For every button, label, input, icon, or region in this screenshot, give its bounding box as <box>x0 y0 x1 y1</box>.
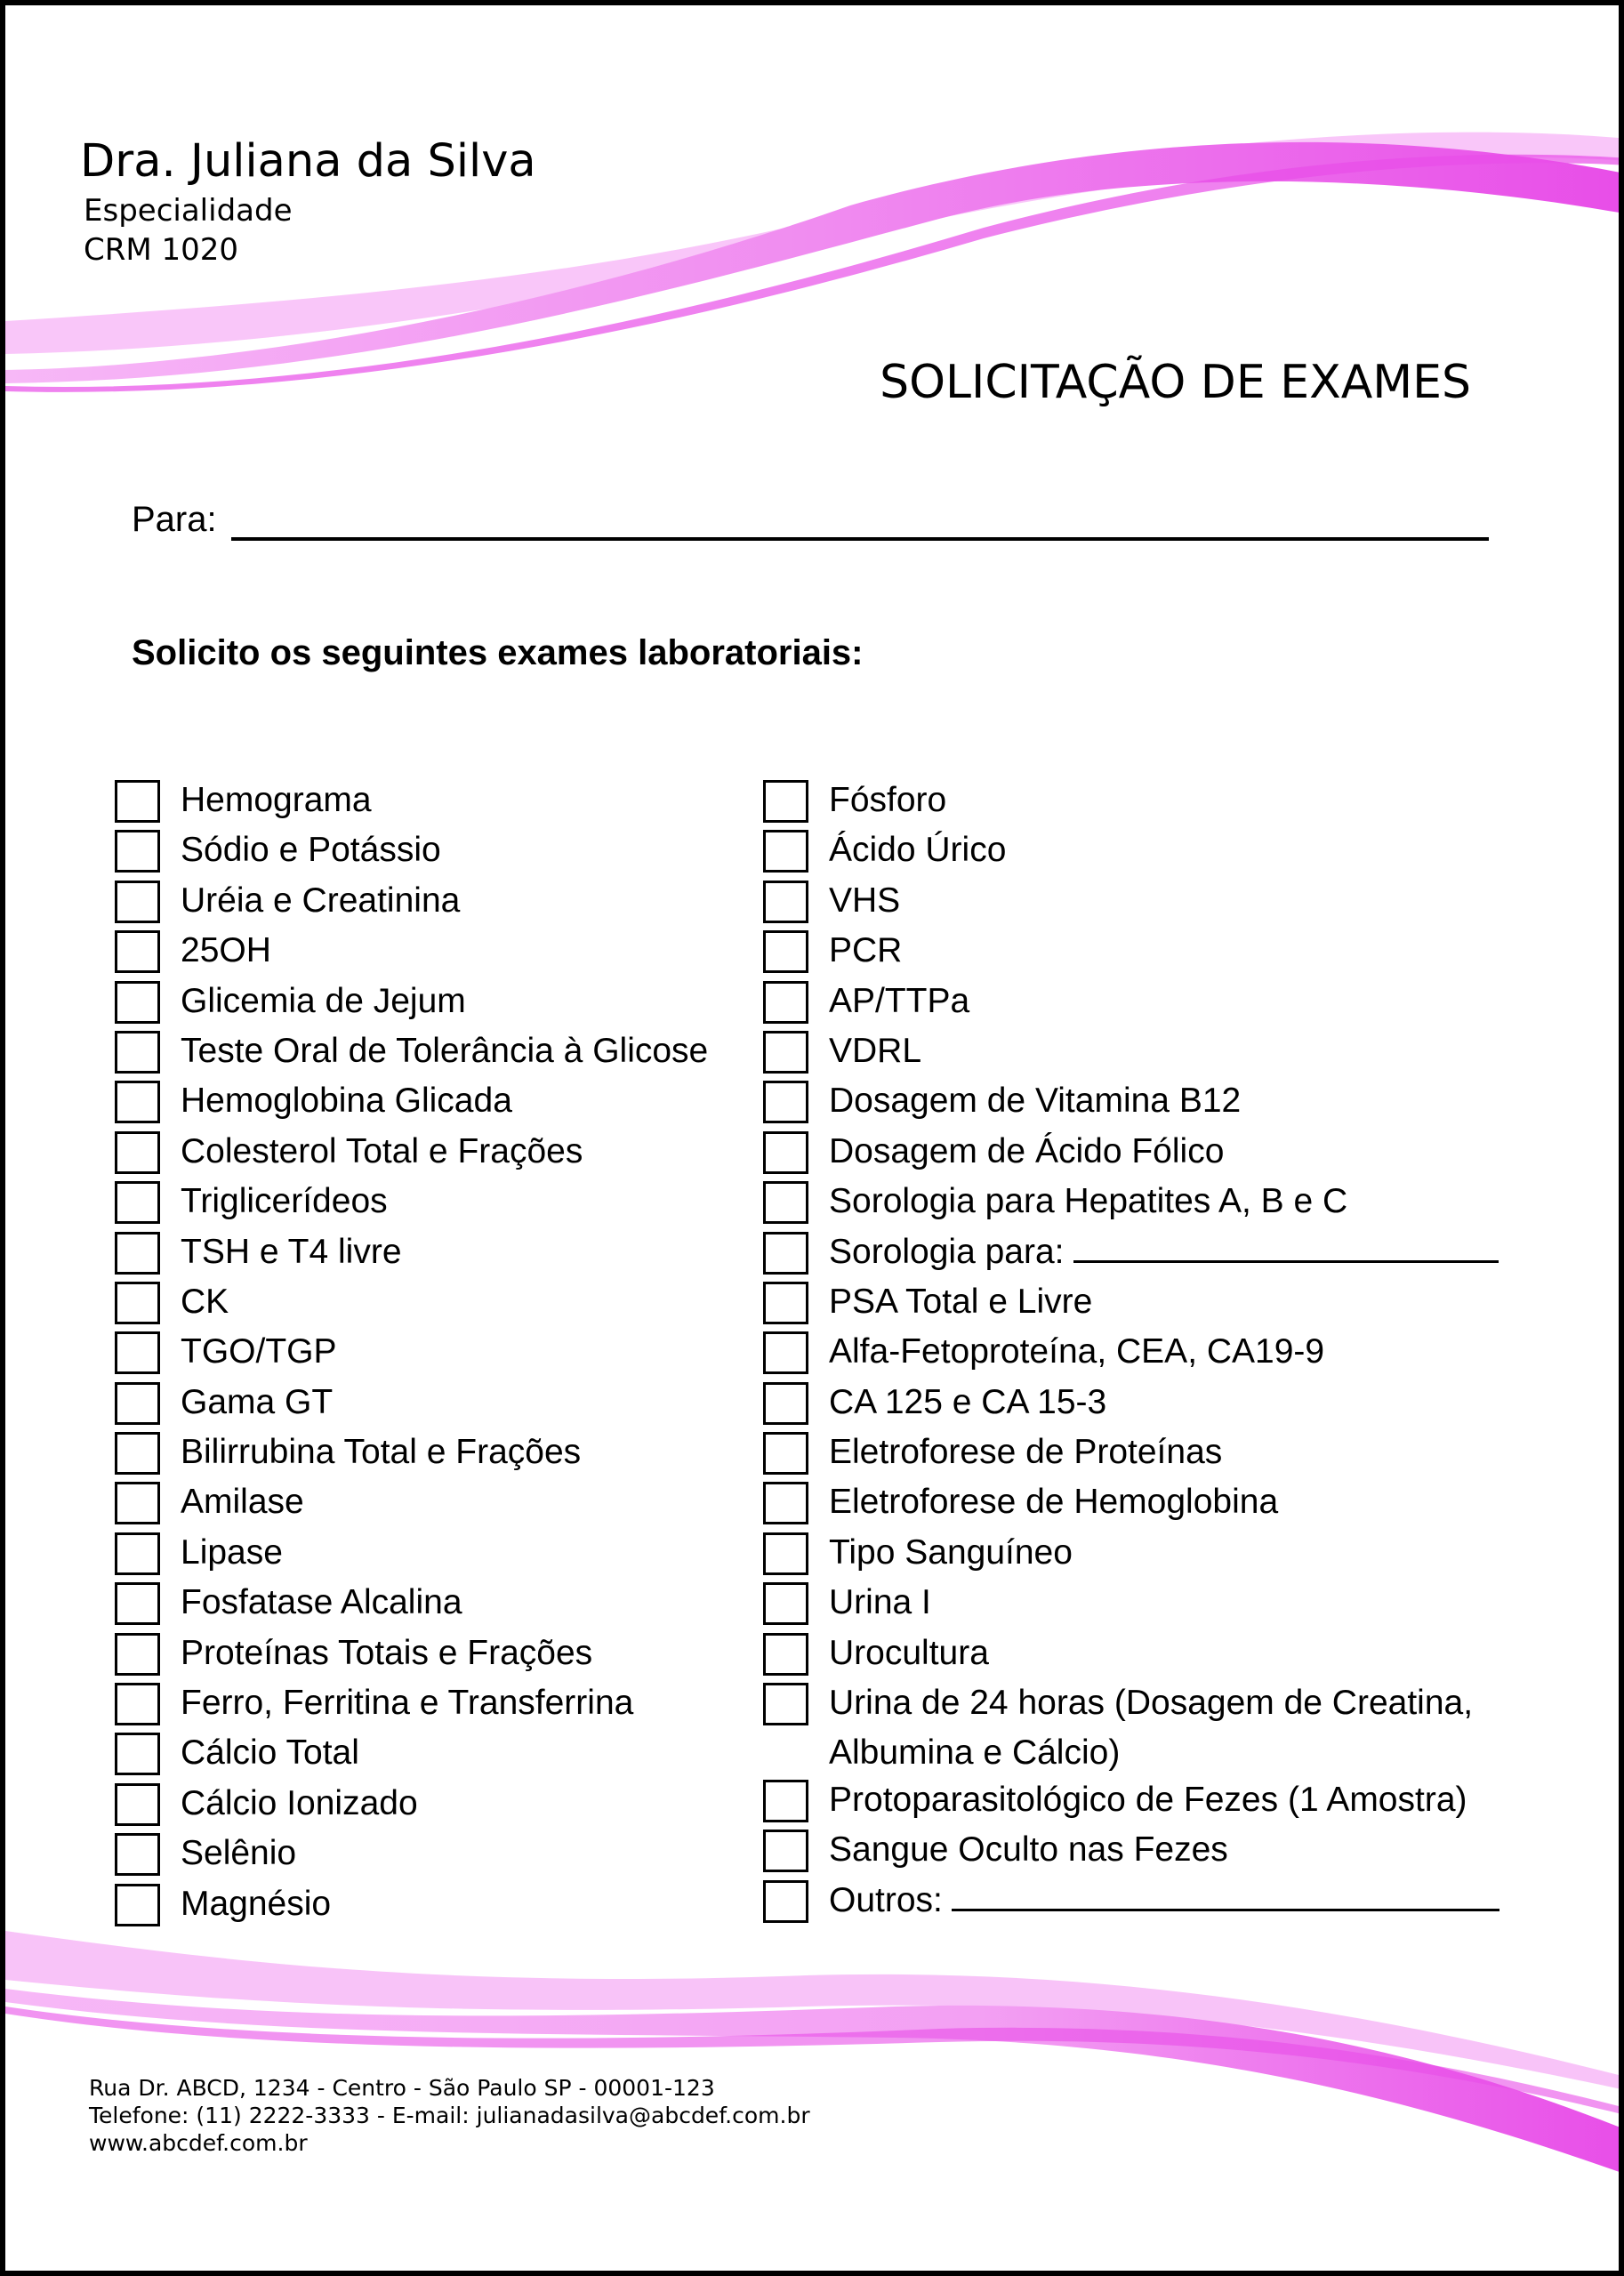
exam-checkbox[interactable] <box>763 1181 808 1224</box>
exam-label-text: Outros: <box>829 1880 943 1919</box>
exam-checkbox[interactable] <box>115 1331 160 1374</box>
exam-label <box>829 1378 1106 1428</box>
exam-item <box>763 1431 1499 1481</box>
exam-item <box>115 1732 708 1781</box>
exam-label-text: VHS <box>829 881 901 920</box>
exam-checkbox[interactable] <box>763 830 808 873</box>
exam-label-text: Alfa-Fetoproteína, CEA, CA19-9 <box>829 1332 1325 1371</box>
exam-checkbox[interactable] <box>763 981 808 1024</box>
exam-checkbox[interactable] <box>115 1382 160 1425</box>
exam-checkbox[interactable] <box>763 930 808 973</box>
exam-item <box>115 1682 708 1732</box>
exam-label <box>181 1227 402 1277</box>
exam-checkbox[interactable] <box>763 1780 808 1822</box>
exam-label-text: CA 125 e CA 15-3 <box>829 1382 1107 1421</box>
exam-label <box>181 1578 462 1628</box>
footer-contact <box>89 2074 810 2157</box>
exam-label-text: Hemograma <box>181 781 372 819</box>
exam-item <box>763 1331 1499 1380</box>
exam-label-text: Glicemia de Jejum <box>181 981 466 1020</box>
exam-checkbox[interactable] <box>763 1880 808 1923</box>
exam-checkbox[interactable] <box>763 1683 808 1725</box>
exam-label <box>829 1678 1473 1779</box>
exam-checkbox[interactable] <box>763 1532 808 1575</box>
exam-label <box>181 1728 359 1778</box>
exam-checkbox[interactable] <box>115 1532 160 1575</box>
exam-label-text: Urocultura <box>829 1633 989 1672</box>
request-heading: Solicito os seguintes exames laboratoriais: <box>132 633 864 672</box>
recipient-label: Para: <box>132 500 217 539</box>
exam-label <box>181 1076 512 1126</box>
exam-label-text: Amilase <box>181 1483 304 1522</box>
exam-checkbox[interactable] <box>763 1633 808 1676</box>
footer-phone-email: Telefone: (11) 2222-3333 - E-mail: julianadasilva@abcdef.com.br <box>89 2103 810 2128</box>
exam-label <box>181 1277 229 1327</box>
exam-label-text: Bilirrubina Total e Frações <box>181 1433 582 1472</box>
exam-label <box>181 1127 583 1177</box>
exam-checkbox[interactable] <box>115 830 160 873</box>
exam-label <box>181 1378 333 1428</box>
exam-item <box>763 1281 1499 1331</box>
exam-label-text: Teste Oral de Tolerância à Glicose <box>181 1031 709 1070</box>
exam-item <box>115 1782 708 1832</box>
exam-item <box>115 1532 708 1581</box>
exam-item <box>115 1130 708 1180</box>
exam-item <box>763 1381 1499 1431</box>
exam-checkbox[interactable] <box>115 1482 160 1524</box>
exam-label-text: Selênio <box>181 1834 297 1873</box>
exam-item <box>115 1632 708 1682</box>
exam-label-text: Dosagem de Ácido Fólico <box>829 1131 1225 1170</box>
exam-item <box>763 880 1499 929</box>
exam-item <box>115 1180 708 1230</box>
exam-item <box>115 880 708 929</box>
exam-checkbox[interactable] <box>115 1633 160 1676</box>
exam-list-left <box>115 779 708 1933</box>
exam-item <box>115 980 708 1030</box>
exam-list-right <box>763 779 1499 1929</box>
exam-item <box>115 1381 708 1431</box>
exam-item <box>115 779 708 829</box>
exam-checkbox[interactable] <box>763 1031 808 1074</box>
exam-label-text: Sangue Oculto nas Fezes <box>829 1830 1228 1870</box>
exam-label <box>829 825 1006 875</box>
footer-address: Rua Dr. ABCD, 1234 - Centro - São Paulo SP - 00001-123 <box>89 2075 715 2101</box>
exam-item <box>115 829 708 879</box>
exam-item <box>763 1779 1499 1829</box>
exam-checkbox[interactable] <box>763 1331 808 1374</box>
exam-label <box>181 1629 592 1678</box>
exam-item <box>763 1532 1499 1581</box>
exam-label-text: Colesterol Total e Frações <box>181 1131 583 1170</box>
exam-label-text: Protoparasitológico de Fezes (1 Amostra) <box>829 1780 1467 1819</box>
exam-item <box>115 1030 708 1080</box>
exam-item <box>763 1080 1499 1130</box>
exam-label <box>181 1477 304 1527</box>
exam-item <box>763 1682 1499 1779</box>
exam-item <box>763 829 1499 879</box>
exam-label <box>181 1428 581 1477</box>
exam-label <box>829 1629 989 1678</box>
exam-label-text: PSA Total e Livre <box>829 1282 1093 1321</box>
recipient-field[interactable] <box>231 537 1489 541</box>
exam-label-text: Proteínas Totais e Frações <box>181 1633 593 1672</box>
exam-checkbox[interactable] <box>763 1482 808 1524</box>
exam-label-text: CK <box>181 1282 229 1321</box>
exam-item <box>763 980 1499 1030</box>
exam-checkbox[interactable] <box>115 1081 160 1123</box>
exam-label <box>181 1879 331 1929</box>
exam-label-text: Dosagem de Vitamina B12 <box>829 1082 1242 1121</box>
exam-checkbox[interactable] <box>115 1783 160 1826</box>
exam-label <box>829 1578 931 1628</box>
exam-label <box>829 776 946 825</box>
exam-label-text: Fosfatase Alcalina <box>181 1583 462 1622</box>
exam-label-text: Triglicerídeos <box>181 1182 388 1221</box>
exam-label-text: Hemoglobina Glicada <box>181 1082 512 1121</box>
exam-label <box>181 776 372 825</box>
exam-checkbox[interactable] <box>115 1432 160 1475</box>
exam-item <box>115 929 708 979</box>
exam-label <box>829 1076 1241 1126</box>
exam-label <box>829 1876 1499 1926</box>
exam-item <box>763 1879 1499 1929</box>
exam-label <box>181 876 460 926</box>
exam-item <box>115 1281 708 1331</box>
footer-website: www.abcdef.com.br <box>89 2130 308 2156</box>
exam-label <box>829 1825 1228 1875</box>
exam-item <box>115 1231 708 1281</box>
exam-label-text: Fósforo <box>829 781 947 819</box>
exam-label <box>829 977 969 1026</box>
exam-label-text: Urina I <box>829 1583 931 1622</box>
exam-checkbox[interactable] <box>763 1382 808 1425</box>
exam-label <box>829 1177 1347 1226</box>
exam-label-text: Urina de 24 horas (Dosagem de Creatina, <box>829 1684 1474 1723</box>
exam-label <box>829 876 900 926</box>
exam-label-text: Magnésio <box>181 1884 332 1923</box>
exam-label-text: Tipo Sanguíneo <box>829 1532 1073 1572</box>
exam-label-text: Sorologia para Hepatites A, B e C <box>829 1182 1348 1221</box>
exam-label-text: Sorologia para: <box>829 1232 1065 1271</box>
exam-label-text: AP/TTPa <box>829 981 970 1020</box>
exam-item <box>115 1481 708 1531</box>
doctor-crm: CRM 1020 <box>84 232 239 268</box>
exam-label <box>829 1026 921 1076</box>
exam-label <box>181 926 271 976</box>
exam-item <box>763 1130 1499 1180</box>
exam-label <box>829 1277 1092 1327</box>
exam-checkbox[interactable] <box>763 1830 808 1872</box>
exam-label <box>829 926 902 976</box>
exam-label <box>829 1775 1467 1825</box>
exam-item <box>763 1481 1499 1531</box>
exam-checkbox[interactable] <box>763 1131 808 1174</box>
exam-checkbox[interactable] <box>763 1282 808 1324</box>
exam-label <box>181 825 441 875</box>
exam-checkbox[interactable] <box>763 1081 808 1123</box>
exam-checkbox[interactable] <box>115 1582 160 1625</box>
exam-item <box>763 1581 1499 1631</box>
exam-checkbox[interactable] <box>763 780 808 823</box>
exam-label <box>829 1227 1499 1277</box>
exam-label <box>829 1327 1324 1377</box>
exam-item <box>763 929 1499 979</box>
exam-label <box>829 1528 1073 1578</box>
exam-item <box>763 1180 1499 1230</box>
exam-checkbox[interactable] <box>115 1031 160 1074</box>
exam-label-text: Uréia e Creatinina <box>181 881 461 920</box>
exam-checkbox[interactable] <box>763 1432 808 1475</box>
exam-label-text: Lipase <box>181 1532 283 1572</box>
exam-label <box>181 1678 633 1728</box>
exam-label <box>181 1528 283 1578</box>
exam-checkbox[interactable] <box>115 1131 160 1174</box>
exam-fill-field[interactable] <box>1073 1234 1499 1263</box>
exam-label <box>829 1428 1222 1477</box>
exam-label-text: TGO/TGP <box>181 1332 337 1371</box>
exam-item <box>115 1832 708 1882</box>
page-title: SOLICITAÇÃO DE EXAMES <box>880 356 1471 409</box>
exam-checkbox[interactable] <box>763 881 808 923</box>
exam-checkbox[interactable] <box>115 881 160 923</box>
exam-label <box>829 1127 1224 1177</box>
exam-checkbox[interactable] <box>763 1232 808 1275</box>
doctor-specialty: Especialidade <box>84 193 293 229</box>
exam-checkbox[interactable] <box>115 1833 160 1876</box>
exam-item <box>115 1080 708 1130</box>
exam-checkbox[interactable] <box>115 930 160 973</box>
exam-checkbox[interactable] <box>115 1282 160 1324</box>
exam-label-text: Sódio e Potássio <box>181 831 441 870</box>
exam-fill-field[interactable] <box>952 1882 1499 1911</box>
exam-label-text-continued: Albumina e Cálcio) <box>829 1733 1121 1773</box>
exam-label-text: Cálcio Ionizado <box>181 1783 418 1822</box>
exam-label-text: Gama GT <box>181 1382 334 1421</box>
exam-label-text: Eletroforese de Proteínas <box>829 1433 1223 1472</box>
exam-label-text: Ácido Úrico <box>829 831 1007 870</box>
exam-item <box>763 1030 1499 1080</box>
exam-label <box>829 1477 1278 1527</box>
exam-item <box>763 1829 1499 1878</box>
exam-label <box>181 1779 418 1829</box>
exam-checkbox[interactable] <box>115 1232 160 1275</box>
exam-label-text: VDRL <box>829 1031 922 1070</box>
exam-item <box>115 1431 708 1481</box>
exam-label-text: PCR <box>829 931 903 970</box>
exam-item <box>115 1331 708 1380</box>
exam-checkbox[interactable] <box>763 1582 808 1625</box>
exam-checkbox[interactable] <box>115 780 160 823</box>
exam-checkbox[interactable] <box>115 1683 160 1725</box>
exam-checkbox[interactable] <box>115 1181 160 1224</box>
exam-item <box>115 1581 708 1631</box>
exam-label-text: Ferro, Ferritina e Transferrina <box>181 1684 634 1723</box>
exam-checkbox[interactable] <box>115 1884 160 1926</box>
exam-item <box>763 1231 1499 1281</box>
exam-label <box>181 1177 388 1226</box>
exam-item <box>763 779 1499 829</box>
exam-label-text: TSH e T4 livre <box>181 1232 402 1271</box>
exam-label <box>181 1327 337 1377</box>
exam-label <box>181 1026 708 1076</box>
exam-item <box>115 1883 708 1933</box>
exam-checkbox[interactable] <box>115 981 160 1024</box>
exam-label-text: Cálcio Total <box>181 1733 359 1773</box>
exam-label <box>181 977 466 1026</box>
exam-checkbox[interactable] <box>115 1733 160 1775</box>
exam-label <box>181 1829 296 1878</box>
exam-label-text: Eletroforese de Hemoglobina <box>829 1483 1279 1522</box>
exam-label-text: 25OH <box>181 931 271 970</box>
doctor-name: Dra. Juliana da Silva <box>80 135 536 188</box>
exam-item <box>763 1632 1499 1682</box>
